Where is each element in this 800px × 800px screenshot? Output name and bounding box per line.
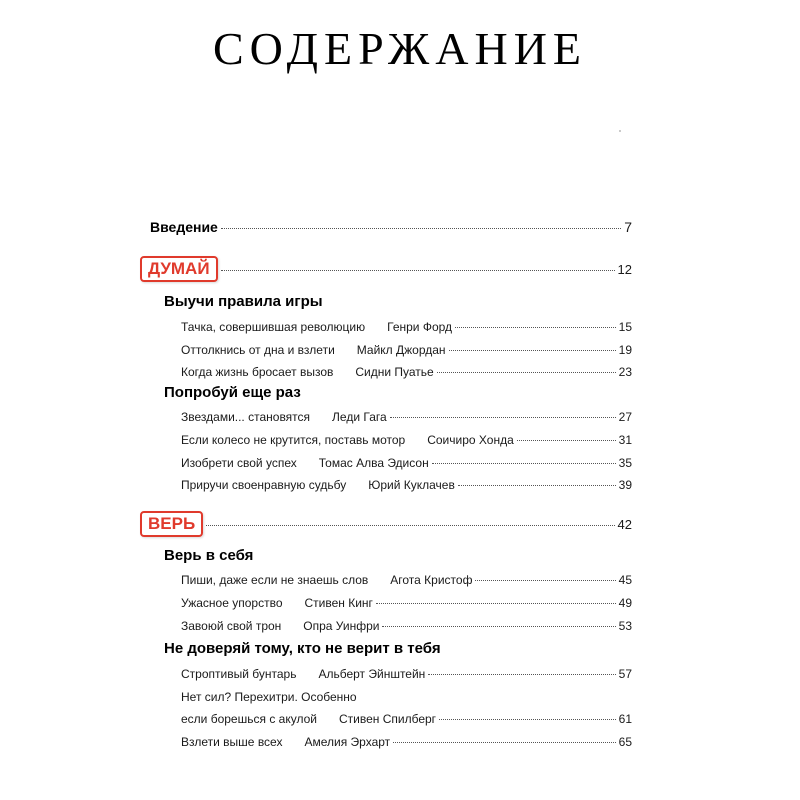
leader-dots [475,580,615,581]
page-number: 35 [618,456,632,470]
leader-dots [458,485,616,486]
page-number: 31 [618,433,632,447]
section-badge: ДУМАЙ [140,256,218,282]
page-number: 53 [618,619,632,633]
item-title: Пиши, даже если не знаешь слов [181,573,369,587]
leader-dots [449,350,616,351]
leader-dots [439,719,616,720]
item-author: Агота Кристоф [390,573,473,587]
leader-dots [455,327,616,328]
page-number: 49 [618,596,632,610]
item-title: Изобрети свой успех [181,456,297,470]
toc-item[interactable] [181,478,632,492]
toc-item[interactable] [181,343,632,357]
toc-subsection: Выучи правила игры [164,293,323,310]
page-number: 23 [618,365,632,379]
page-number: 57 [618,667,632,681]
toc-item[interactable] [181,667,632,681]
leader-dots [382,626,615,627]
leader-dots [393,742,615,743]
toc-subsection: Верь в себя [164,547,254,564]
page-number: 12 [617,262,632,277]
item-author: Соичиро Хонда [427,433,514,447]
item-author: Опра Уинфри [303,619,380,633]
leader-dots [206,525,614,526]
toc-intro-label: Введение [150,219,218,235]
toc-item[interactable] [181,410,632,424]
toc-item[interactable] [181,573,632,587]
item-author: Томас Алва Эдисон [318,456,429,470]
page-number: 39 [618,478,632,492]
item-author: Майкл Джордан [356,343,446,357]
toc-section-believe[interactable] [140,511,632,537]
item-title: Взлети выше всех [181,735,283,749]
item-author: Амелия Эрхарт [304,735,391,749]
page-number: 61 [618,712,632,726]
page-number: 27 [618,410,632,424]
item-author: Сидни Пуатье [355,365,434,379]
page-number: 42 [617,517,632,532]
toc-item[interactable] [181,320,632,334]
leader-dots [221,228,621,229]
page-number: 45 [618,573,632,587]
toc-item[interactable] [181,619,632,633]
toc-item[interactable] [181,456,632,470]
leader-dots [376,603,616,604]
leader-dots [221,270,615,271]
page-number: 15 [618,320,632,334]
leader-dots [437,372,616,373]
leader-dots [390,417,616,418]
item-author: Леди Гага [332,410,387,424]
item-title: Приручи своенравную судьбу [181,478,347,492]
item-author: Генри Форд [387,320,453,334]
item-title: Завоюй свой трон [181,619,282,633]
item-title: если борешься с акулой [181,712,317,726]
toc-section-think[interactable] [140,256,632,282]
item-author: Стивен Кинг [304,596,373,610]
toc-item[interactable] [181,365,632,379]
toc-item[interactable] [181,433,632,447]
page-number: 7 [624,219,632,235]
item-author: Стивен Спилберг [338,712,437,726]
toc-item[interactable] [181,735,632,749]
item-author: Альберт Эйнштейн [318,667,426,681]
leader-dots [517,440,616,441]
leader-dots [428,674,615,675]
page-title: СОДЕРЖАНИЕ [212,23,588,74]
toc-intro[interactable] [150,219,632,235]
toc-subsection: Попробуй еще раз [164,384,301,401]
leader-dots [432,463,616,464]
toc-item-title-line: Нет сил? Перехитри. Особенно [181,690,357,704]
paper-speck [619,130,621,132]
item-author: Юрий Куклачев [368,478,455,492]
item-title: Когда жизнь бросает вызов [181,365,334,379]
toc-item[interactable] [181,596,632,610]
page-number: 65 [618,735,632,749]
item-title: Звездами... становятся [181,410,311,424]
page-number: 19 [618,343,632,357]
item-title: Оттолкнись от дна и взлети [181,343,335,357]
item-title: Тачка, совершившая революцию [181,320,366,334]
toc-subsection: Не доверяй тому, кто не верит в тебя [164,640,441,657]
item-title: Ужасное упорство [181,596,283,610]
section-badge: ВЕРЬ [140,511,203,537]
item-title: Если колесо не крутится, поставь мотор [181,433,406,447]
item-title: Строптивый бунтарь [181,667,297,681]
toc-item[interactable] [181,712,632,726]
